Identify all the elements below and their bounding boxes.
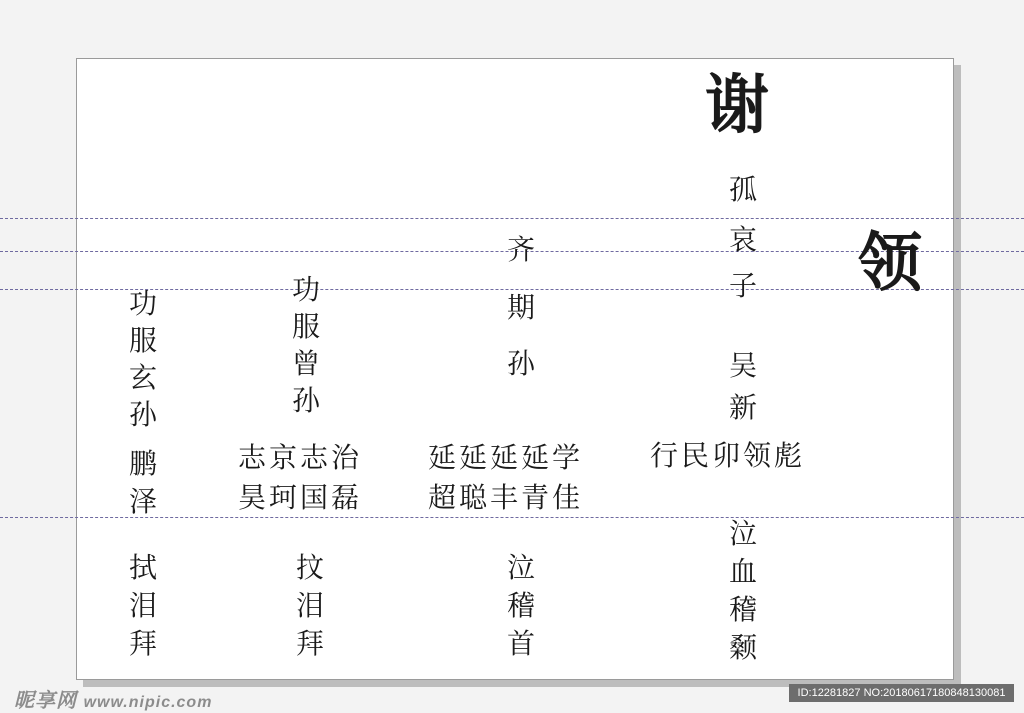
great-grandson-names-row1: 志京志治 — [238, 441, 363, 474]
great-grandson-names-row2: 昊珂国磊 — [238, 481, 363, 514]
relation-xuansun: 功 服 玄 孙 — [129, 287, 158, 431]
relation-zengsun: 功 服 曾 孙 — [292, 273, 321, 417]
grandson-closing: 泣 稽 首 — [507, 551, 536, 660]
relation-qi-qi: 齐 期 — [507, 233, 536, 324]
grandson-names-row2: 超聪丰青佳 — [428, 481, 584, 514]
mourner-surname: 吴 新 — [729, 349, 758, 424]
great-grandson-closing: 抆 泪 拜 — [296, 551, 325, 660]
guide-line — [0, 218, 1024, 219]
great-great-grandson-names: 鹏 泽 — [129, 447, 158, 518]
watermark-id-label: ID:12281827 NO:20180617180848130081 — [789, 684, 1014, 702]
great-great-grandson-closing: 拭 泪 拜 — [129, 551, 158, 660]
grandson-names-row1: 延延延延学 — [428, 441, 584, 474]
watermark-brand: 昵享网 www.nipic.com — [14, 690, 213, 712]
mourner-title: 孤 哀 子 — [729, 173, 758, 302]
mourner-closing: 泣 血 稽 颡 — [729, 517, 758, 664]
relation-qi-generation: 孙 — [507, 347, 536, 380]
mourner-given-names: 行民卯领彪 — [650, 439, 806, 472]
title-char-xie: 谢 — [705, 68, 769, 143]
title-char-ling: 领 — [858, 226, 922, 301]
